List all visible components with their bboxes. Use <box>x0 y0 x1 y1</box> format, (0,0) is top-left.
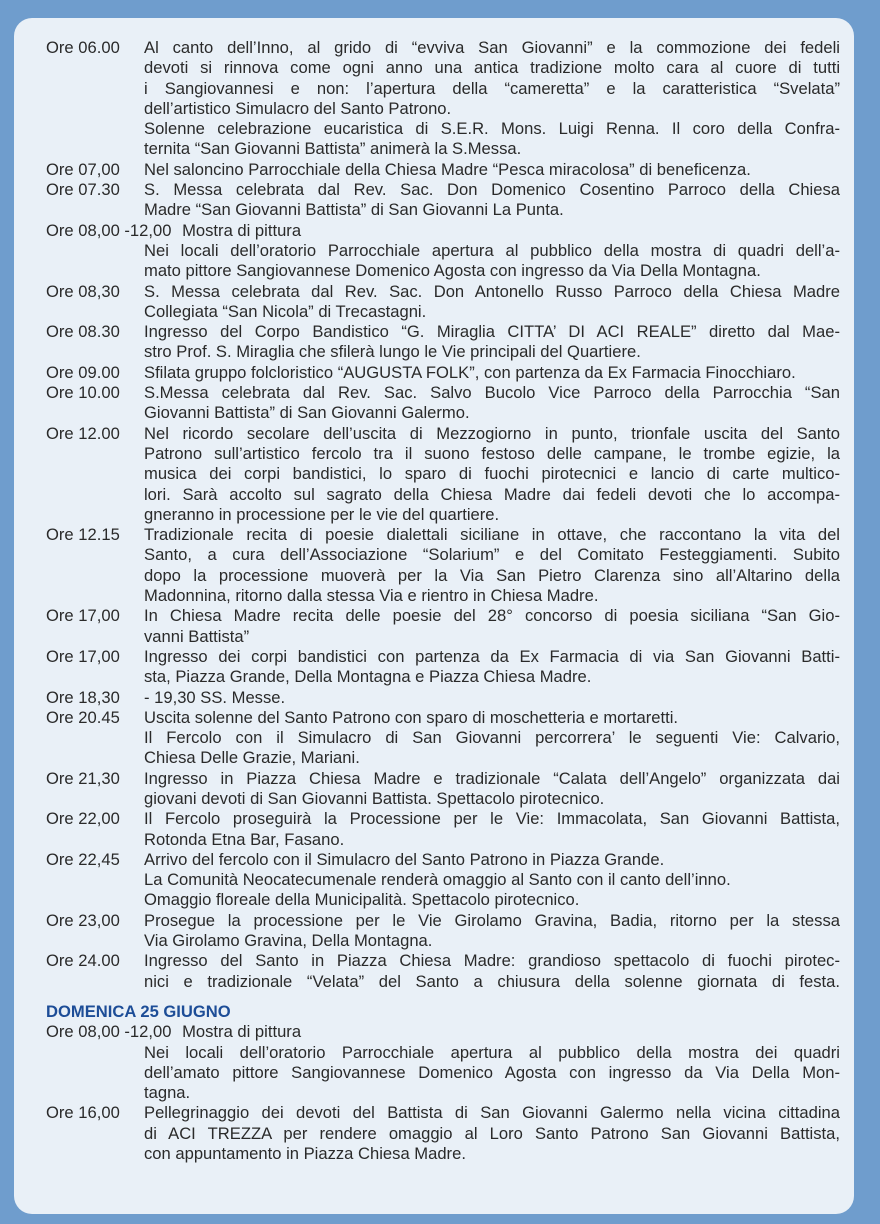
schedule-entry-heading <box>46 1022 840 1042</box>
section-heading-sunday: DOMENICA 25 GIUGNO <box>46 1001 231 1021</box>
entry-time: Ore 07,00 <box>46 159 120 179</box>
entry-line: Il Fercolo con il Simulacro di San Giovanni percorrera’ le seguenti Vie: Calvario, <box>144 728 840 748</box>
entry-line: Omaggio floreale della Municipalità. Spettacolo pirotecnico. <box>144 890 580 910</box>
entry-time: Ore 24.00 <box>46 951 120 971</box>
entry-time: Ore 10.00 <box>46 383 120 403</box>
entry-line: Nei locali dell’oratorio Parrocchiale apertura al pubblico della mostra di quadri dell’a- <box>144 240 840 260</box>
entry-line: Nei locali dell’oratorio Parrocchiale apertura al pubblico della mostra dei quadri <box>144 1042 840 1062</box>
entry-line: gneranno in processione per le vie del quartiere. <box>144 504 500 524</box>
entry-line: Giovanni Battista” di San Giovanni Galermo. <box>144 403 470 423</box>
entry-line: Pellegrinaggio dei devoti del Battista di San Giovanni Galermo nella vicina cittadina <box>144 1103 840 1123</box>
entry-time: Ore 08.30 <box>46 322 120 342</box>
entry-line: Rotonda Etna Bar, Fasano. <box>144 829 345 849</box>
sunday-schedule <box>46 1022 840 1164</box>
schedule-entry-heading <box>46 221 840 241</box>
entry-line: Al canto dell’Inno, al grido di “evviva San Giovanni” e la commozione dei fedeli <box>144 38 840 57</box>
schedule-entry <box>46 282 840 323</box>
schedule-entry <box>46 951 840 992</box>
entry-line: Ingresso del Corpo Bandistico “G. Miraglia CITTA’ DI ACI REALE” diretto dal Mae- <box>144 322 840 342</box>
entry-line: Arrivo del fercolo con il Simulacro del Santo Patrono in Piazza Grande. <box>144 849 665 869</box>
entry-time: Ore 07.30 <box>46 180 120 200</box>
entry-line: La Comunità Neocatecumenale renderà omaggio al Santo con il canto dell’inno. <box>144 870 731 890</box>
entry-time: Ore 08,00 -12,00 <box>46 1022 172 1042</box>
entry-line: con appuntamento in Piazza Chiesa Madre. <box>144 1144 466 1164</box>
schedule-entry <box>46 160 840 180</box>
entry-line: sta, Piazza Grande, Della Montagna e Piazza Chiesa Madre. <box>144 667 592 687</box>
entry-line: giovani devoti di San Giovanni Battista. Spettacolo pirotecnico. <box>144 788 605 808</box>
entry-line: Nel saloncino Parrocchiale della Chiesa Madre “Pesca miracolosa” di beneficenza. <box>144 159 751 179</box>
schedule-entry <box>46 1103 840 1164</box>
entry-line: Tradizionale recita di poesie dialettali siciliane in ottave, che raccontano la vita del <box>144 525 840 545</box>
schedule-entry <box>46 322 840 363</box>
entry-time: Ore 23,00 <box>46 910 120 930</box>
entry-line: S.Messa celebrata dal Rev. Sac. Salvo Bucolo Vice Parroco della Parrocchia “San <box>144 383 840 403</box>
entry-time: Ore 16,00 <box>46 1103 120 1123</box>
entry-line: Chiesa Delle Grazie, Mariani. <box>144 748 360 768</box>
entry-line: Collegiata “San Nicola” di Trecastagni. <box>144 301 427 321</box>
schedule-entry <box>46 809 840 850</box>
entry-line: stro Prof. S. Miraglia che sfilerà lungo le Vie principali del Quartiere. <box>144 342 641 362</box>
entry-line: Via Girolamo Gravina, Della Montagna. <box>144 931 433 951</box>
entry-time: Ore 09.00 <box>46 362 120 382</box>
entry-line: Prosegue la processione per le Vie Girolamo Gravina, Badia, ritorno per la stessa <box>144 910 840 930</box>
schedule-entry <box>46 606 840 647</box>
entry-line: vanni Battista” <box>144 626 250 646</box>
saturday-schedule <box>46 38 840 992</box>
entry-line: i Sangiovannesi e non: l’apertura della “cameretta” e la caratteristica “Svelata” <box>144 78 840 98</box>
entry-time: Ore 08,30 <box>46 281 120 301</box>
entry-time: Ore 22,45 <box>46 849 120 869</box>
schedule-entry <box>46 1043 840 1104</box>
entry-line: nici e tradizionale “Velata” del Santo a chiusura della solenne giornata di festa. <box>144 971 840 991</box>
schedule-entry <box>46 424 840 525</box>
entry-line: dell’artistico Simulacro del Santo Patrono. <box>144 98 452 118</box>
entry-time: Ore 08,00 -12,00 <box>46 220 172 240</box>
schedule-entry <box>46 708 840 769</box>
schedule-entry <box>46 688 840 708</box>
entry-line: ternita “San Giovanni Battista” animerà la S.Messa. <box>144 139 522 159</box>
entry-line: Ingresso in Piazza Chiesa Madre e tradizionale “Calata dell’Angelo” organizzata dai <box>144 768 840 788</box>
schedule-entry <box>46 38 840 160</box>
entry-line: In Chiesa Madre recita delle poesie del 28° concorso di poesia siciliana “San Gio- <box>144 606 840 626</box>
entry-line: dell’amato pittore Sangiovannese Domenico Agosta con ingresso da Via Della Mon- <box>144 1062 840 1082</box>
entry-line: Ingresso dei corpi bandistici con partenza da Ex Farmacia di via San Giovanni Batti- <box>144 646 840 666</box>
schedule-entry <box>46 383 840 424</box>
schedule-entry <box>46 363 840 383</box>
entry-time: Ore 21,30 <box>46 768 120 788</box>
entry-title: Mostra di pittura <box>177 1022 302 1042</box>
schedule-entry <box>46 180 840 221</box>
entry-line: mato pittore Sangiovannese Domenico Agosta con ingresso da Via Della Montagna. <box>144 261 761 281</box>
entry-line: Madre “San Giovanni Battista” di San Giovanni La Punta. <box>144 200 564 220</box>
schedule-entry <box>46 525 840 606</box>
schedule-entry <box>46 850 840 911</box>
entry-line: di ACI TREZZA per rendere omaggio al Loro Santo Patrono San Giovanni Battista, <box>144 1123 840 1143</box>
entry-line: Santo, a cura dell’Associazione “Solarium” e del Comitato Festeggiamenti. Subito <box>144 545 840 565</box>
entry-line: tagna. <box>144 1083 191 1103</box>
entry-line: lori. Sarà accolto sul sagrato della Chiesa Madre dai fedeli devoti che lo accompa- <box>144 484 840 504</box>
schedule-entry <box>46 647 840 688</box>
entry-line: Il Fercolo proseguirà la Processione per le Vie: Immacolata, San Giovanni Battista, <box>144 809 840 829</box>
entry-line: S. Messa celebrata dal Rev. Sac. Don Antonello Russo Parroco della Chiesa Madre <box>144 281 840 301</box>
entry-time: Ore 12.00 <box>46 423 120 443</box>
schedule-entry <box>46 911 840 952</box>
schedule-entry <box>46 769 840 810</box>
schedule-entry <box>46 241 840 282</box>
entry-line: Sfilata gruppo folcloristico “AUGUSTA FOLK”, con partenza da Ex Farmacia Finocchiaro. <box>144 362 796 382</box>
entry-time: Ore 06.00 <box>46 38 120 57</box>
entry-time: Ore 17,00 <box>46 606 120 626</box>
entry-time: Ore 22,00 <box>46 809 120 829</box>
entry-line: dopo la processione muoverà per la Via San Pietro Clarenza sino all’Altarino della <box>144 565 840 585</box>
entry-line: musica dei corpi bandistici, lo sparo di fuochi pirotecnici e lancio di carte multico- <box>144 464 840 484</box>
entry-time: Ore 18,30 <box>46 687 120 707</box>
entry-time: Ore 20.45 <box>46 707 120 727</box>
entry-line: Ingresso del Santo in Piazza Chiesa Madre: grandioso spettacolo di fuochi pirotec- <box>144 951 840 971</box>
entry-title: Mostra di pittura <box>177 220 302 240</box>
entry-time: Ore 17,00 <box>46 646 120 666</box>
entry-line: Uscita solenne del Santo Patrono con sparo di moschetteria e mortaretti. <box>144 707 679 727</box>
entry-line: Nel ricordo secolare dell’uscita di Mezzogiorno in punto, trionfale uscita del Santo <box>144 423 840 443</box>
entry-line: - 19,30 SS. Messe. <box>144 687 286 707</box>
entry-line: devoti si rinnova come ogni anno una antica tradizione molto cara al cuore di tutti <box>144 58 840 78</box>
entry-line: Madonnina, ritorno dalla stessa Via e rientro in Chiesa Madre. <box>144 586 599 606</box>
entry-time: Ore 12.15 <box>46 525 120 545</box>
entry-line: Solenne celebrazione eucaristica di S.E.R. Mons. Luigi Renna. Il coro della Confra- <box>144 119 840 139</box>
entry-line: Patrono sull’artistico fercolo tra il suono festoso delle campane, le trombe egizie, la <box>144 443 840 463</box>
entry-line: S. Messa celebrata dal Rev. Sac. Don Domenico Cosentino Parroco della Chiesa <box>144 180 840 200</box>
program-sheet <box>14 18 854 1214</box>
